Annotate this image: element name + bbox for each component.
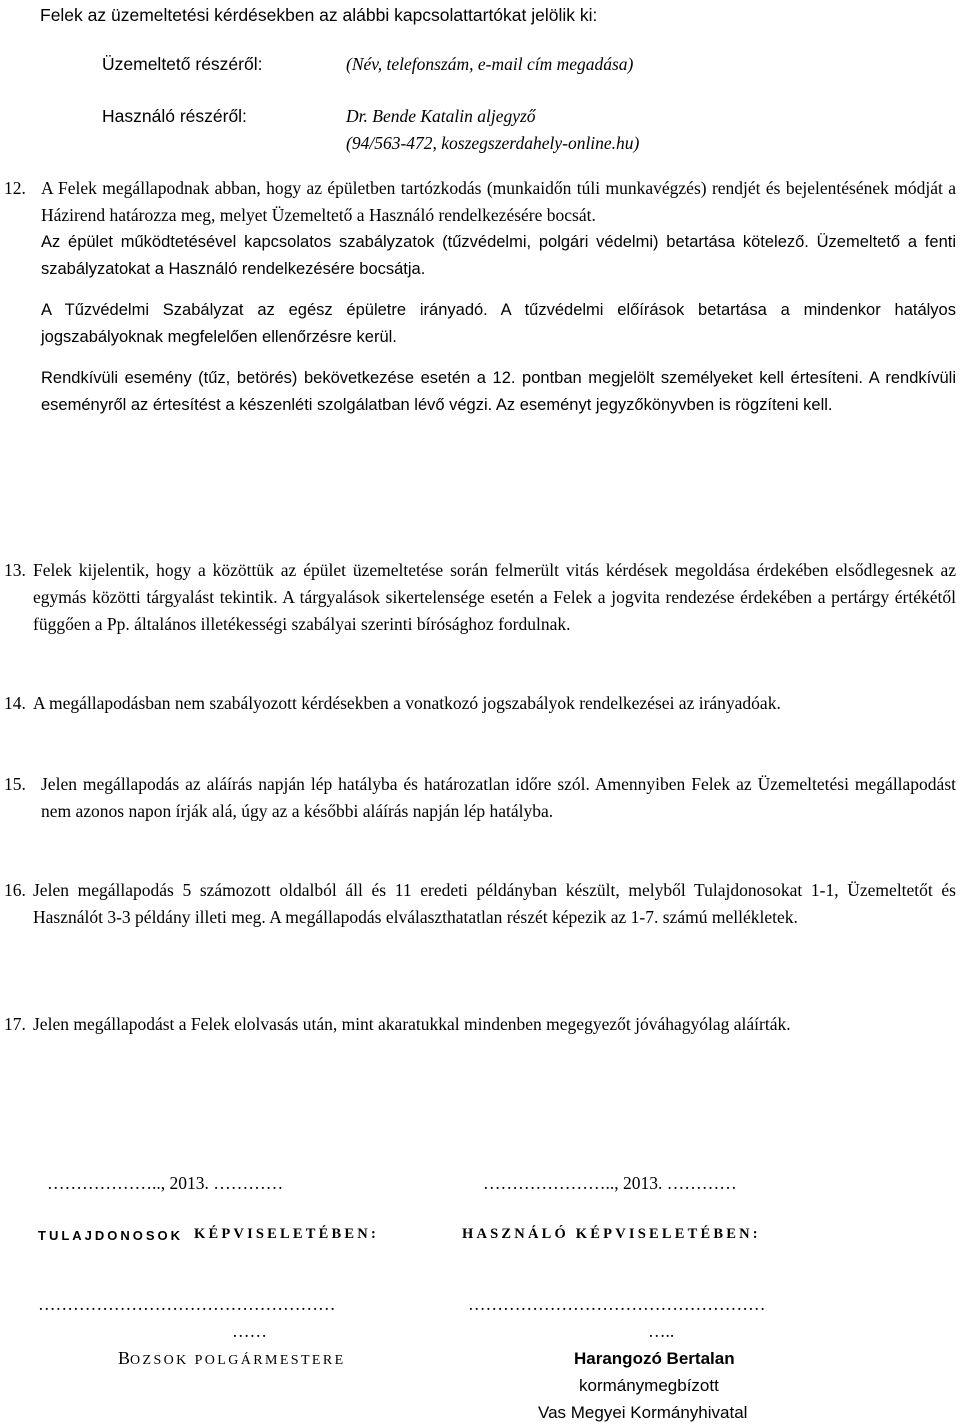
left-signature-heading-a: TULAJDONOSOK: [38, 1228, 184, 1243]
section-14-text: A megállapodásban nem szabályozott kérdésekben a vonatkozó jogszabályok rendelkezései az irányadóak.: [33, 693, 781, 713]
left-signature-heading-b: KÉPVISELETÉBEN:: [194, 1226, 379, 1242]
user-value-name: Dr. Bende Katalin aljegyző: [346, 106, 536, 126]
section-13-number: 13.: [4, 560, 26, 580]
left-signature-line-cont: ……: [232, 1321, 267, 1341]
right-signature-line-cont: …..: [648, 1321, 675, 1341]
section-14: [4, 690, 956, 717]
operator-value: (Név, telefonszám, e-mail cím megadása): [346, 54, 634, 74]
right-signatory-title: kormánymegbízott: [579, 1376, 719, 1395]
right-signatory-org: Vas Megyei Kormányhivatal: [538, 1403, 748, 1422]
section-13-text: Felek kijelentik, hogy a közöttük az épület üzemeltetése során felmerült vitás kérdések megoldása érdekében elsődlegesnek az egymás közötti tárgyalást tekintik. A tárgyalások sikertelensége esetén a Felek a jogvita rendezése érdekében a pertárgy értékétől függően a Pp. általános illetékességi szabályai szerinti bírósághoz fordulnak.: [33, 560, 956, 634]
right-signature-heading: HASZNÁLÓ KÉPVISELETÉBEN:: [462, 1226, 761, 1242]
section-15-number: 15.: [4, 774, 26, 794]
section-16-text: Jelen megállapodás 5 számozott oldalból áll és 11 eredeti példányban készült, melyből Tulajdonosokat 1-1, Üzemeltetőt és Használót 3-3 példány illeti meg. A megállapodás elválaszthatatlan részét képezik az 1-7. számú mellékletek.: [33, 880, 956, 927]
section-16: [4, 877, 956, 931]
left-signatory-initial: B: [118, 1348, 131, 1368]
left-signatory-name: [118, 1345, 346, 1374]
intro-text: Felek az üzemeltetési kérdésekben az alábbi kapcsolattartókat jelölik ki:: [40, 5, 598, 25]
user-value-contact: (94/563-472, koszegszerdahely-online.hu): [346, 133, 640, 153]
right-signatory-name: Harangozó Bertalan: [574, 1349, 735, 1368]
section-12-paragraph-3: A Tűzvédelmi Szabályzat az egész épületre irányadó. A tűzvédelmi előírások betartása a mindenkor hatályos jogszabályoknak megfelelően ellenőrzésre kerül.: [41, 301, 956, 346]
left-signatory-rest: OZSOK POLGÁRMESTERE: [130, 1353, 346, 1368]
section-14-number: 14.: [4, 693, 26, 713]
section-15: [4, 771, 956, 825]
section-13: [4, 557, 956, 638]
section-17-text: Jelen megállapodást a Felek elolvasás után, mint akaratukkal mindenben megegyezőt jóváhagyólag aláírták.: [33, 1014, 791, 1034]
section-15-text: Jelen megállapodás az aláírás napján lép hatályba és határozatlan időre szól. Amennyiben Felek az Üzemeltetési megállapodást nem azonos napon írják alá, úgy az a későbbi aláírás napján lép hatályba.: [41, 774, 956, 821]
user-label: Használó részéről:: [102, 106, 247, 126]
section-17: [4, 1011, 956, 1038]
section-12-paragraph-1: A Felek megállapodnak abban, hogy az épületben tartózkodás (munkaidőn túli munkavégzés) rendjét és bejelentésének módját a Házirend határozza meg, melyet Üzemeltető a Használó rendelkezésére bocsát.: [41, 178, 956, 225]
section-12: [4, 175, 956, 419]
left-date-line: ……………….., 2013. …………: [47, 1173, 284, 1193]
section-12-number: 12.: [4, 178, 26, 198]
section-12-paragraph-4: Rendkívüli esemény (tűz, betörés) bekövetkezése esetén a 12. pontban megjelölt személyeket kell értesíteni. A rendkívüli eseményről az értesítést a készenléti szolgálatban lévő végzi. Az eseményt jegyzőkönyvben is rögzíteni kell.: [41, 369, 956, 414]
section-12-paragraph-2: Az épület működtetésével kapcsolatos szabályzatok (tűzvédelmi, polgári védelmi) betartása kötelező. Üzemeltető a fenti szabályzatokat a Használó rendelkezésére bocsátja.: [41, 233, 956, 278]
operator-label: Üzemeltető részéről:: [102, 54, 263, 74]
right-signature-line: ……………………………………………: [468, 1294, 766, 1314]
left-signature-line: ……………………………………………: [38, 1294, 336, 1314]
section-16-number: 16.: [4, 880, 26, 900]
right-date-line: ………………….., 2013. …………: [483, 1173, 737, 1193]
section-17-number: 17.: [4, 1014, 26, 1034]
